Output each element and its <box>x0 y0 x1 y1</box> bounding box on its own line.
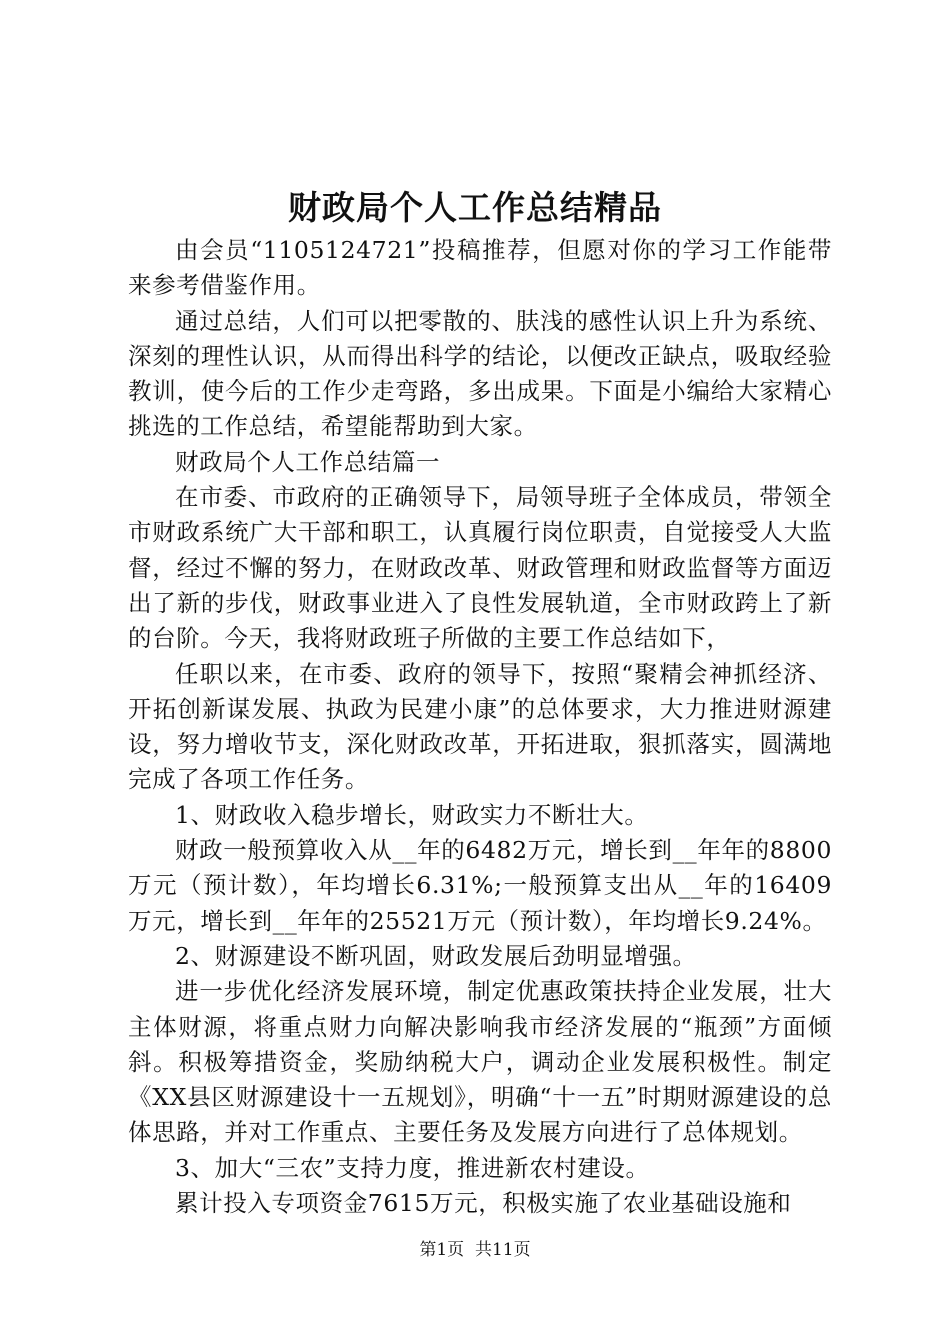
paragraph-intro: 由会员“1105124721”投稿推荐，但愿对你的学习工作能带来参考借鉴作用。 <box>128 236 832 300</box>
section-heading-part-one: 财政局个人工作总结篇一 <box>175 447 441 476</box>
page-number-label: 第1页 共11页 <box>419 1240 531 1260</box>
paragraph-tenure: 任职以来，在市委、政府的领导下，按照“聚精会神抓经济、开拓创新谋发展、执政为民建小康”的总体要求，大力推进财源建设，努力增收节支，深化财政改革，开拓进取，狠抓落实，圆满地完成了各项工作任务。 <box>128 659 832 794</box>
paragraph-leadership: 在市委、市政府的正确领导下，局领导班子全体成员，带领全市财政系统广大干部和职工，认真履行岗位职责，自觉接受人大监督，经过不懈的努力，在财政改革、财政管理和财政监督等方面迈出了新的步伐，财政事业进入了良性发展轨道，全市财政跨上了新的台阶。今天，我将财政班子所做的主要工作总结如下， <box>128 483 832 653</box>
paragraph-summary-purpose: 通过总结，人们可以把零散的、肤浅的感性认识上升为系统、深刻的理性认识，从而得出科学的结论，以便改正缺点，吸取经验教训，使今后的工作少走弯路，多出成果。下面是小编给大家精心挑选的工作总结，希望能帮助到大家。 <box>128 306 832 441</box>
paragraph-sources: 进一步优化经济发展环境，制定优惠政策扶持企业发展，壮大主体财源，将重点财力向解决影响我市经济发展的“瓶颈”方面倾斜。积极筹措资金，奖励纳税大户，调动企业发展积极性。制定《XX县区财源建设十一五规划》，明确“十一五”时期财源建设的总体思路，并对工作重点、主要任务及发展方向进行了总体规划。 <box>128 977 832 1147</box>
document-title: 财政局个人工作总结精品 <box>288 188 662 227</box>
paragraph-agriculture: 累计投入专项资金7615万元，积极实施了农业基础设施和 <box>175 1189 792 1218</box>
page-footer <box>0 1238 950 1262</box>
paragraph-revenue-figures: 财政一般预算收入从__年的6482万元，增长到__年年的8800万元（预计数），年均增长6.31%;一般预算支出从__年的16409万元，增长到__年年的25521万元（预计数），年均增长9.24%。 <box>128 836 832 935</box>
item-heading-revenue: 1、财政收入稳步增长，财政实力不断壮大。 <box>175 800 649 829</box>
item-heading-sources: 2、财源建设不断巩固，财政发展后劲明显增强。 <box>175 941 697 970</box>
document-body <box>128 233 832 1221</box>
item-heading-agriculture: 3、加大“三农”支持力度，推进新农村建设。 <box>175 1153 650 1182</box>
